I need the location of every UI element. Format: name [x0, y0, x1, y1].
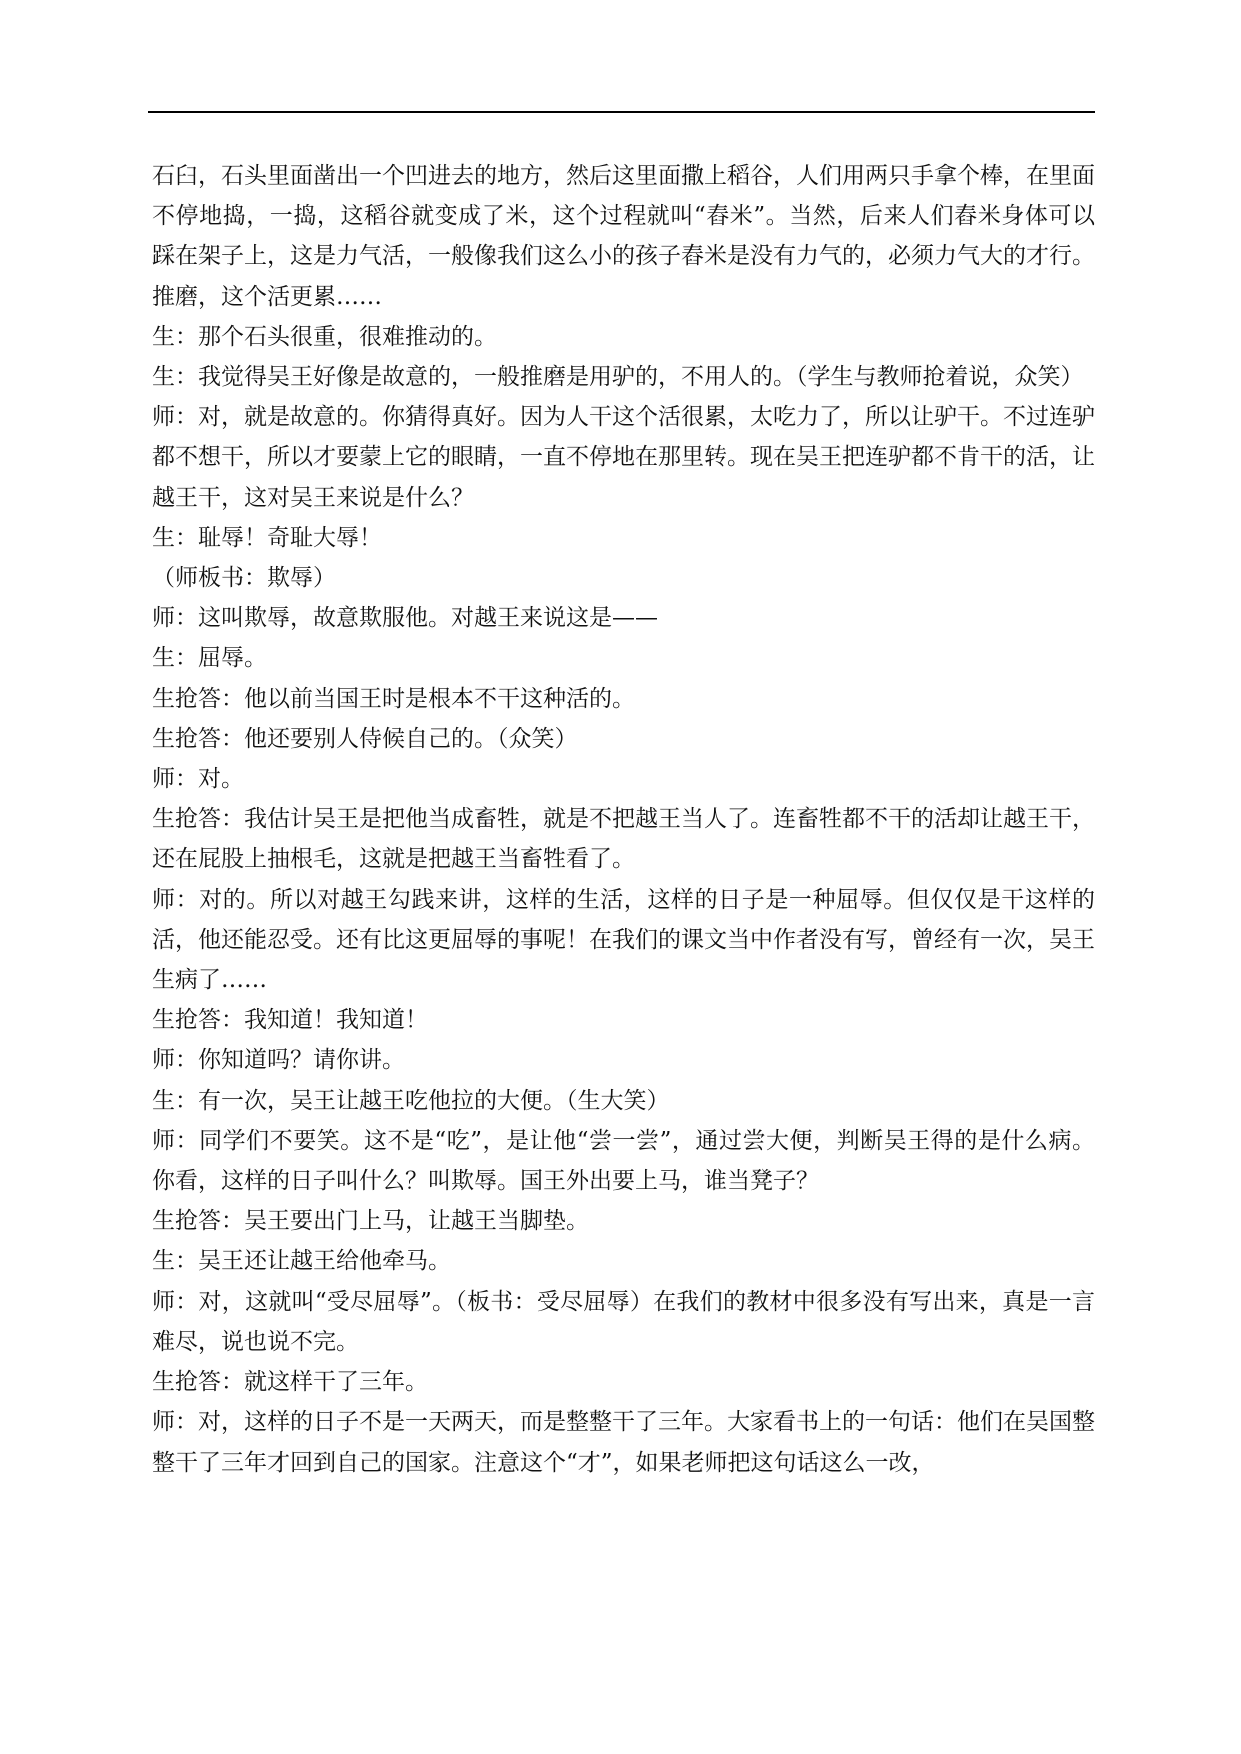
paragraph: 生抢答：他以前当国王时是根本不干这种活的。: [152, 685, 635, 712]
paragraph: 石臼，石头里面凿出一个凹进去的地方，然后这里面撒上稻谷，人们用两只手拿个棒，在里面不停地捣，一捣，这稻谷就变成了米，这个过程就叫“舂米”。当然，后来人们舂米身体可以踩在架子上，这是力气活，一般像我们这么小的孩子舂米是没有力气的，必须力气大的才行。推磨，这个活更累……: [152, 163, 1095, 310]
paragraph: 生抢答：吴王要出门上马，让越王当脚垫。: [152, 1208, 589, 1235]
paragraph: 师：对。: [152, 766, 244, 793]
paragraph: 师：你知道吗？请你讲。: [152, 1047, 405, 1074]
paragraph: 师：对，就是故意的。你猜得真好。因为人干这个活很累，太吃力了，所以让驴干。不过连驴都不想干，所以才要蒙上它的眼睛，一直不停地在那里转。现在吴王把连驴都不肯干的活，让越王干，这对吴王来说是什么？: [152, 404, 1095, 511]
paragraph: 师：对的。所以对越王勾践来讲，这样的生活，这样的日子是一种屈辱。但仅仅是干这样的活，他还能忍受。还有比这更屈辱的事呢！在我们的课文当中作者没有写，曾经有一次，吴王生病了……: [152, 886, 1095, 994]
paragraph: 生：屈辱。: [152, 645, 267, 672]
paragraph: 生抢答：我知道！我知道！: [152, 1007, 428, 1034]
paragraph: （师板书：欺辱）: [152, 565, 336, 592]
paragraph: 生抢答：就这样干了三年。: [152, 1369, 428, 1396]
paragraph: 生：有一次，吴王让越王吃他拉的大便。（生大笑）: [152, 1087, 670, 1114]
header-rule: [148, 111, 1095, 113]
paragraph: 生：那个石头很重，很难推动的。: [152, 323, 497, 350]
paragraph: 生：吴王还让越王给他牵马。: [152, 1248, 451, 1275]
paragraph: 师：对，这就叫“受尽屈辱”。（板书：受尽屈辱）在我们的教材中很多没有写出来，真是一言难尽，说也说不完。: [152, 1288, 1095, 1355]
paragraph: 生：我觉得吴王好像是故意的，一般推磨是用驴的，不用人的。（学生与教师抢着说，众笑）: [152, 364, 1084, 391]
paragraph: 生抢答：他还要别人侍候自己的。（众笑）: [152, 725, 578, 752]
paragraph: 师：同学们不要笑。这不是“吃”，是让他“尝一尝”，通过尝大便，判断吴王得的是什么病。你看，这样的日子叫什么？叫欺辱。国王外出要上马，谁当凳子？: [152, 1127, 1095, 1195]
document-body: [152, 156, 1095, 1483]
paragraph: 生：耻辱！奇耻大辱！: [152, 524, 382, 551]
paragraph: 师：这叫欺辱，故意欺服他。对越王来说这是——: [152, 605, 658, 632]
paragraph: 师：对，这样的日子不是一天两天，而是整整干了三年。大家看书上的一句话：他们在吴国整整干了三年才回到自己的国家。注意这个“才”，如果老师把这句话这么一改，: [152, 1409, 1095, 1476]
paragraph: 生抢答：我估计吴王是把他当成畜牲，就是不把越王当人了。连畜牲都不干的活却让越王干，还在屁股上抽根毛，这就是把越王当畜牲看了。: [152, 806, 1095, 873]
